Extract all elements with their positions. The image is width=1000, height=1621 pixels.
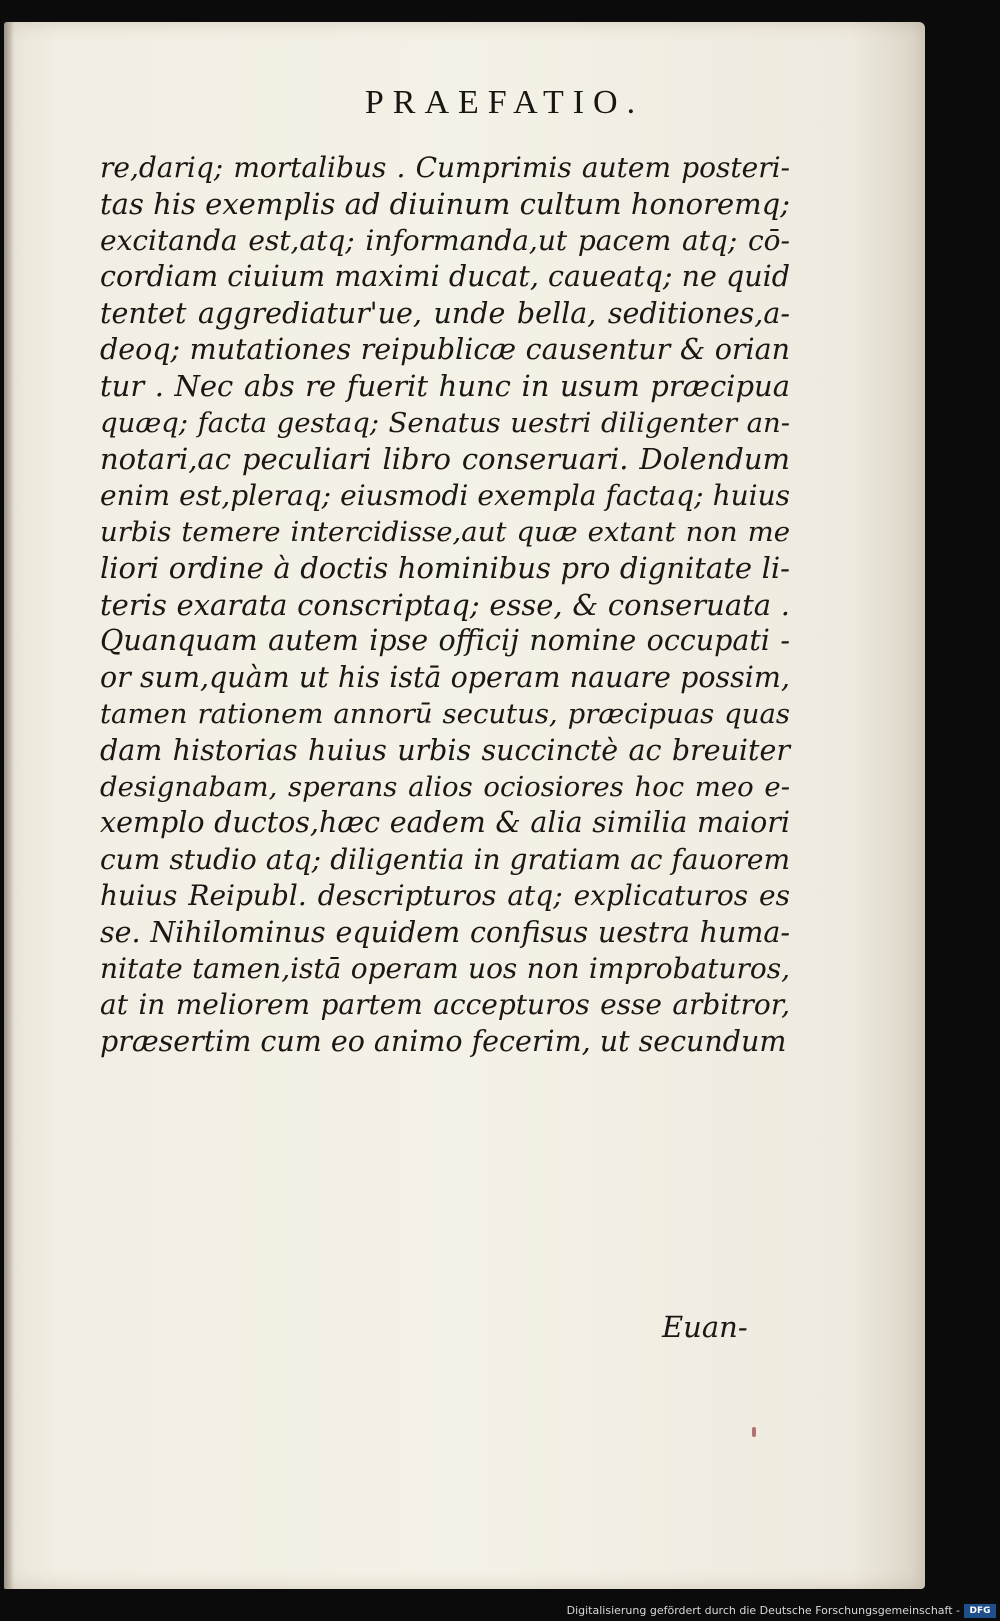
text-line: liori ordine à doctis hominibus pro dignitate li- bbox=[100, 551, 790, 586]
text-line: or sum,quàm ut his istā operam nauare possim, bbox=[100, 660, 790, 694]
text-line: tas his exemplis ad diuinum cultum honoremq; bbox=[100, 187, 790, 222]
page-edge-shadow bbox=[4, 22, 14, 1589]
text-line: excitanda est,atq; informanda,ut pacem atq; cō- bbox=[100, 223, 790, 257]
text-line: quæq; facta gestaq; Senatus uestri diligenter an- bbox=[100, 406, 790, 439]
text-line: nitate tamen,istā operam uos non improbaturos, bbox=[100, 951, 790, 985]
text-line: huius Reipubl. descripturos atq; explicaturos es bbox=[100, 879, 790, 913]
text-line: Quanquam autem ipse officij nomine occupati - bbox=[100, 624, 790, 658]
text-line: urbis temere intercidisse,aut quæ extant non me bbox=[100, 516, 790, 549]
ink-blemish bbox=[752, 1427, 756, 1437]
digitization-credit: Digitalisierung gefördert durch die Deutsche Forschungsgemeinschaft - bbox=[566, 1604, 960, 1617]
text-line: præsertim cum eo animo fecerim, ut secundum bbox=[100, 1024, 787, 1058]
body-text bbox=[100, 150, 790, 1060]
text-line: tentet aggrediatur'ue, unde bella, seditiones,a- bbox=[100, 296, 790, 330]
text-line: teris exarata conscriptaq; esse, & conseruata . bbox=[100, 587, 790, 622]
text-line: re,dariq; mortalibus . Cumprimis autem posteri- bbox=[100, 151, 790, 184]
text-line: cum studio atq; diligentia in gratiam ac fauorem bbox=[100, 842, 790, 876]
text-line: enim est,pleraq; eiusmodi exempla factaq; huius bbox=[100, 478, 790, 512]
text-line: tamen rationem annorū secutus, præcipuas quas bbox=[100, 698, 790, 731]
text-line: tur . Nec abs re fuerit hunc in usum præcipua bbox=[100, 369, 790, 404]
text-line: xemplo ductos,hæc eadem & alia similia maiori bbox=[100, 806, 790, 840]
dfg-logo: DFG bbox=[964, 1604, 996, 1618]
text-line: dam historias huius urbis succinctè ac breuiter bbox=[100, 733, 790, 767]
text-line: cordiam ciuium maximi ducat, caueatq; ne quid bbox=[100, 260, 790, 294]
text-line: designabam, sperans alios ociosiores hoc meo e- bbox=[100, 770, 790, 803]
text-line: at in meliorem partem accepturos esse arbitror, bbox=[100, 988, 790, 1022]
text-line: se. Nihilominus equidem confisus uestra huma- bbox=[100, 915, 790, 949]
running-head: PRAEFATIO. bbox=[364, 84, 645, 121]
book-page bbox=[4, 22, 925, 1589]
catchword: Euan- bbox=[662, 1310, 748, 1344]
text-line: notari,ac peculiari libro conseruari. Dolendum bbox=[100, 442, 790, 477]
text-line: deoq; mutationes reipublicæ causentur & orian bbox=[100, 333, 790, 367]
